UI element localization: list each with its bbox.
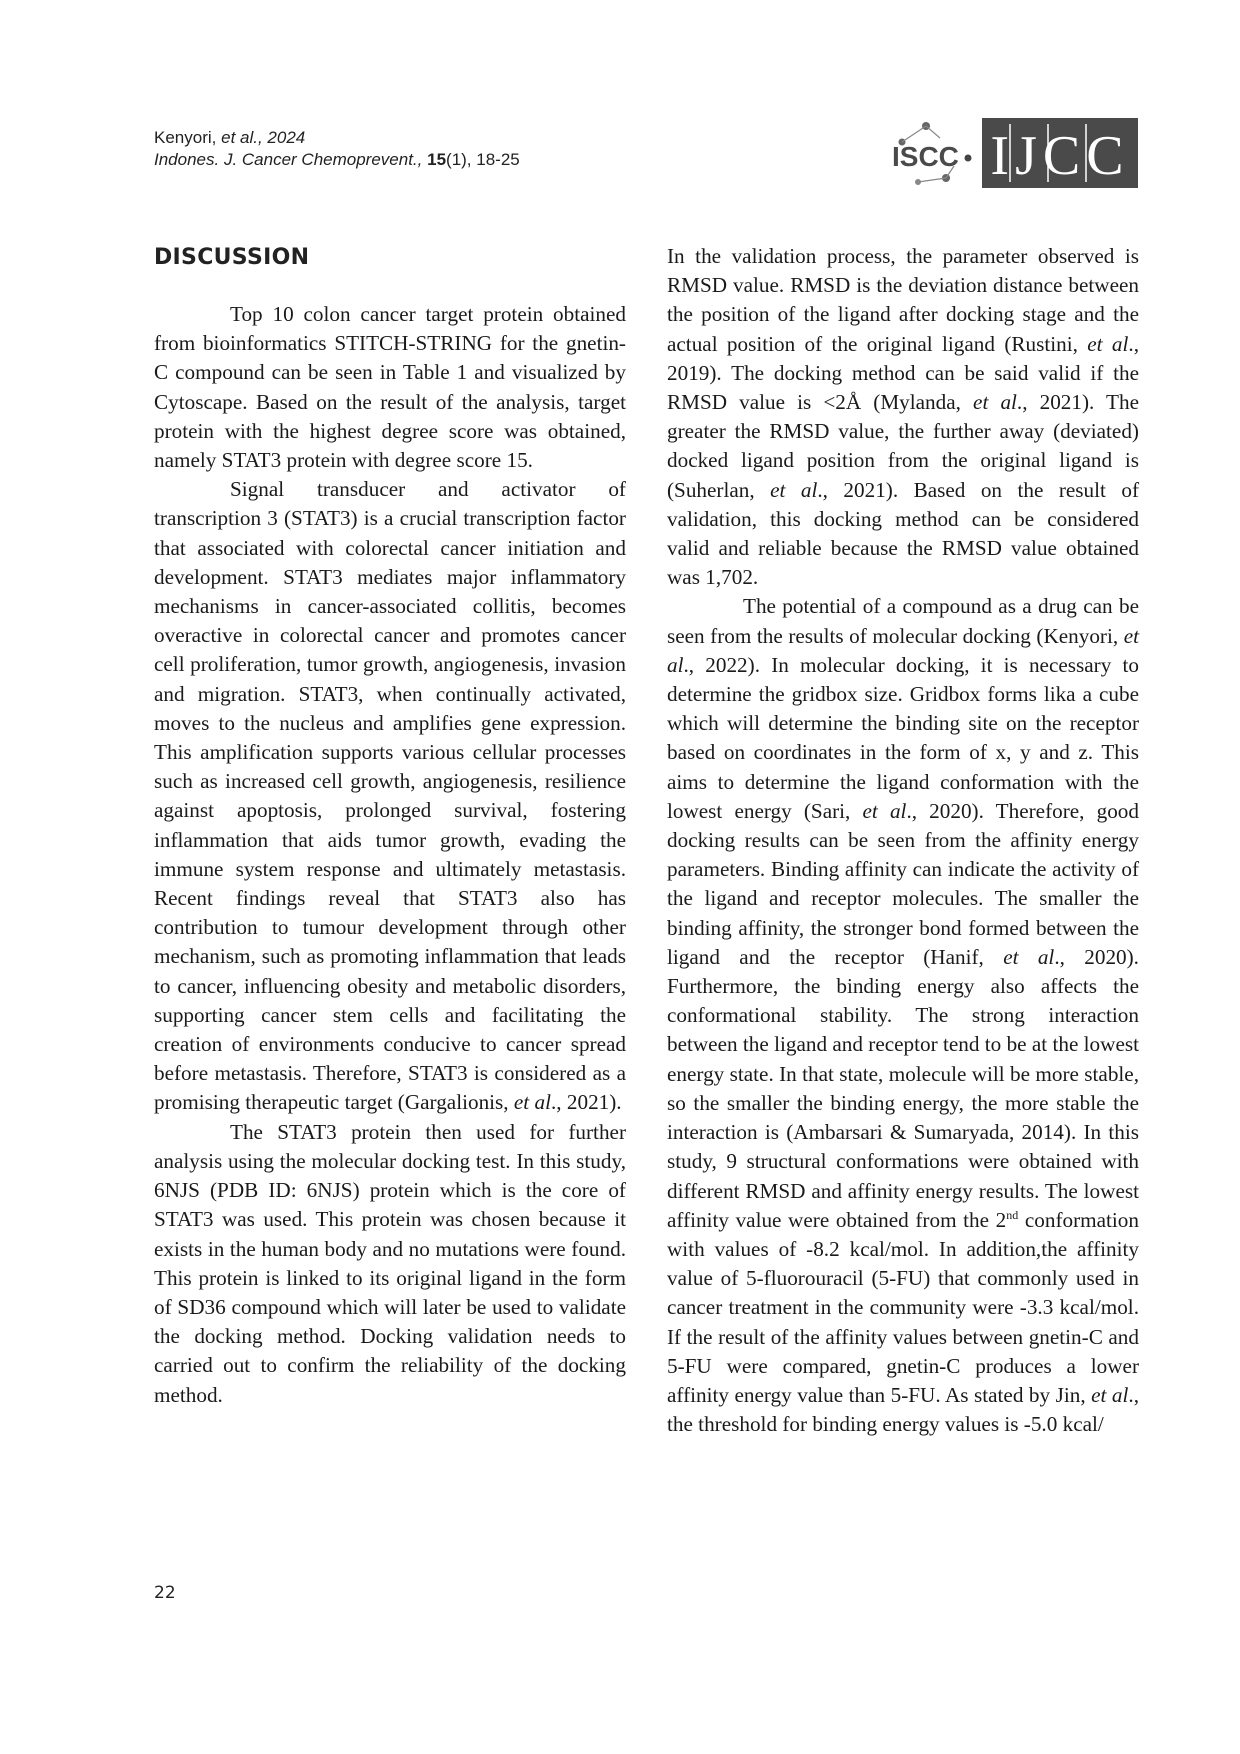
paragraph-text: Signal transducer and activator of transcription 3 (STAT3) is a crucial transcription factor that associated with colorectal cancer initiation and development. STAT3 mediates major inflammatory mechanisms in cancer-associated collitis, becomes overactive in colorectal cancer and promotes cancer cell proliferation, tumor growth, angiogenesis, invasion and migration. STAT3, when continually activated, moves to the nucleus and amplifies gene expression. This amplification supports various cellular processes such as increased cell growth, angiogenesis, resilience against apoptosis, prolonged survival, fostering inflammation that aids tumor growth, evading the immune system response and ultimately metastasis. Recent findings reveal that STAT3 also has contribution to tumour development through other mechanism, such as promoting inflammation that leads to cancer, influencing obesity and metabolic disorders, supporting cancer stem cells and facilitating the creation of environments conducive to cancer spread before metastasis. Therefore, STAT3 is considered as a promising therapeutic target (Gargalionis,	[154, 477, 626, 1115]
journal-logo	[888, 116, 1138, 192]
paragraph: Top 10 colon cancer target protein obtained from bioinformatics STITCH-STRING for the gnetin-C compound can be seen in Table 1 and visualized by Cytoscape. Based on the result of the analysis, target protein with the highest degree score was obtained, namely STAT3 protein with degree score 15.	[154, 302, 626, 473]
paragraph-text: conformation with values of -8.2 kcal/mol. In addition,the affinity value of 5-fluorouracil (5-FU) that commonly used in cancer treatment in the community were -3.3 kcal/mol. If the result of the affinity values between gnetin-C and 5-FU were compared, gnetin-C produces a lower affinity energy value than 5-FU. As stated by Jin,	[667, 1207, 1139, 1407]
header-authors: Kenyori,	[154, 128, 217, 147]
et-al: et	[973, 390, 989, 415]
et-al: et al	[1087, 331, 1129, 356]
right-column	[667, 242, 1139, 1439]
et-al: et al	[862, 798, 907, 823]
et-al: al	[1000, 390, 1017, 415]
running-header	[154, 127, 520, 171]
header-volume: 15	[427, 150, 447, 169]
paragraph-text: ., the threshold for binding energy values is -5.0 kcal/	[667, 1382, 1140, 1437]
paragraph	[154, 475, 626, 1117]
paragraph-text: ., 2020). Furthermore, the binding energy also affects the conformational stability. The strong interaction between the ligand and receptor tend to be at the lowest energy state. In that state, molecule will be more stable, so the smaller the binding energy, the more stable the interaction is (Ambarsari & Sumaryada, 2014). In this study, 9 structural conformations were obtained with different RMSD and affinity energy results. The lowest affinity value were obtained from the 2	[667, 944, 1139, 1232]
et-al: et al	[667, 623, 1140, 677]
paragraph-text: ., 2021). The greater the RMSD value, the further away (deviated) docked ligand position from the original ligand is (Suherlan,	[667, 390, 1139, 502]
paragraph-text: ., 2021).	[550, 1090, 622, 1115]
et-al: et al	[770, 477, 818, 502]
paragraph-text: ., 2021). Based on the result of validation, this docking method can be considered valid and reliable because the RMSD value obtained was 1,702.	[667, 477, 1139, 590]
paragraph-text: ., 2019). The docking method can be said valid if the RMSD value is <2Å (Mylanda,	[667, 331, 1139, 415]
ijcc-logo-text: IJCC	[990, 125, 1130, 187]
left-column	[154, 300, 626, 1410]
et-al: et al	[513, 1090, 551, 1115]
paragraph	[667, 242, 1139, 592]
header-journal-line	[154, 149, 520, 171]
paragraph-text: ., 2022). In molecular docking, it is necessary to determine the gridbox size. Gridbox forms lika a cube which will determine the binding site on the receptor based on coordinates in the form of x, y and z. This aims to determine the ligand conformation with the lowest energy (Sari,	[667, 652, 1139, 823]
section-heading: DISCUSSION	[154, 245, 310, 270]
iscc-logo-text: ISCC	[892, 141, 959, 172]
paragraph-text: The potential of a compound as a drug can be seen from the results of molecular docking (Kenyori,	[667, 594, 1139, 648]
header-issue-pages: (1), 18-25	[446, 150, 520, 169]
header-etal-year: et al., 2024	[221, 128, 306, 147]
header-journal: Indones. J. Cancer Chemoprevent.,	[154, 150, 423, 169]
paragraph-text: In the validation process, the parameter observed is RMSD value. RMSD is the deviation distance between the position of the ligand after docking stage and the actual position of the original ligand (Rustini,	[667, 244, 1139, 356]
header-citation	[154, 127, 520, 149]
paragraph-text: ., 2020). Therefore, good docking results can be seen from the affinity energy parameters. Binding affinity can indicate the activity of the ligand and receptor molecules. The smaller the binding affinity, the stronger bond formed between the ligand and the receptor (Hanif,	[667, 798, 1139, 969]
et-al: et al	[1091, 1382, 1129, 1407]
paragraph	[667, 592, 1139, 1439]
page-number: 22	[154, 1583, 176, 1603]
paragraph: The STAT3 protein then used for further analysis using the molecular docking test. In this study, 6NJS (PDB ID: 6NJS) protein which is the core of STAT3 was used. This protein was chosen because it exists in the human body and no mutations were found. This protein is linked to its original ligand in the form of SD36 compound which will later be used to validate the docking method. Docking validation needs to carried out to confirm the reliability of the docking method.	[154, 1119, 626, 1407]
et-al: et al	[1003, 944, 1055, 969]
superscript: nd	[1006, 1207, 1019, 1222]
